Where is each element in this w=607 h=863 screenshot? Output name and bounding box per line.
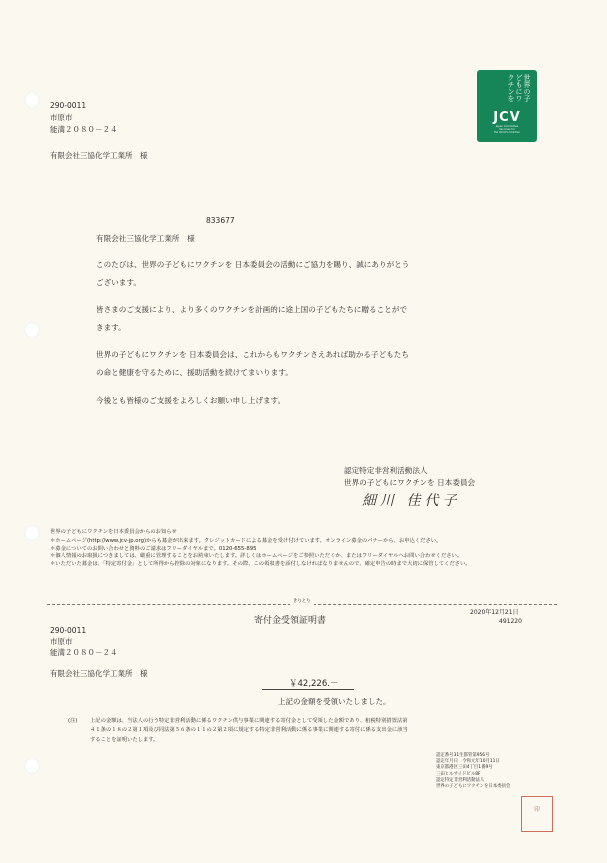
donation-amount: ￥42,226.－ xyxy=(289,679,339,689)
issuer-info: 認定番号31生都管第956号 認定年月日 令和元年10月11日 東京都港区三田4丁目1番9号 三田ヒルサイドビル8F 認定特定非営利活動法人 世界の子どもにワクチンを日本委員会 xyxy=(436,753,511,790)
punch-hole xyxy=(24,322,40,338)
received-text: 上記の金額を受領いたしました。 xyxy=(278,697,391,706)
logo-en-name: Japan Committee Vaccines for the World's Children xyxy=(493,125,521,135)
jcv-logo xyxy=(477,70,537,142)
address-street: 能満２０８０－２４ xyxy=(50,125,118,134)
note-label: (注) xyxy=(68,718,78,724)
certificate-number: 491220 xyxy=(499,618,522,625)
address-company: 有限会社三協化学工業所 様 xyxy=(50,151,148,160)
logo-abbrev: JCV xyxy=(493,110,521,125)
note-body: 上記の金額は、当法人の行う特定非営利活動に係るワクチン供与事業に関連する寄付金として受領した金額であり、租税特別措置法第 ４１条の１８の２第１項及び同法第５６条の１１の２第２項に規定する特定非営利活動に係る事業に関連する寄付に係る支出金に該当 することを証明いたします。 xyxy=(90,718,408,743)
letter-paragraph-2: 皆さまのご支援により、より多くのワクチンを計画的に途上国の子どもたちに贈ることがで きます。 xyxy=(96,305,407,332)
letter-paragraph-1: このたびは、世界の子どもにワクチンを 日本委員会の活動にご協力を賜り、誠にありがとう ございます。 xyxy=(96,260,410,287)
certificate-title: 寄付金受領証明書 xyxy=(254,616,327,626)
signature: 細川 佳代子 xyxy=(362,493,461,509)
org-name: 世界の子どもにワクチンを 日本委員会 xyxy=(344,478,476,487)
letter-code: 833677 xyxy=(206,216,235,225)
notice-title: 世界の子どもにワクチンを日本委員会からのお知らせ xyxy=(50,529,177,535)
punch-hole xyxy=(24,758,40,774)
letter-paragraph-4: 今後とも皆様のご支援をよろしくお願い申し上げます。 xyxy=(96,396,286,405)
cert-street: 能満２０８０－２４ xyxy=(50,648,118,657)
notice xyxy=(50,529,570,568)
cert-postal: 290-0011 xyxy=(50,626,87,635)
logo-jp-name: 世界の子どもにワクチンを xyxy=(507,74,531,102)
cut-label: きりとり xyxy=(290,599,314,605)
cert-city: 市原市 xyxy=(50,637,73,646)
official-seal: 印 xyxy=(521,796,553,832)
notice-item: ＊募金についてのお問い合わせと資料のご請求はフリーダイヤルまで。0120-655-895 xyxy=(50,545,257,552)
certificate-date: 2020年12月21日 xyxy=(470,609,519,616)
letter-paragraph-3: 世界の子どもにワクチンを 日本委員会は、これからもワクチンさえあれば助かる子どもたち の命と健康を守るために、援助活動を続けてまいります。 xyxy=(96,350,409,377)
org-type: 認定特定非営利活動法人 xyxy=(344,466,428,475)
address-city: 市原市 xyxy=(50,113,73,122)
address-postal: 290-0011 xyxy=(50,101,87,110)
punch-hole xyxy=(24,525,40,541)
notice-item: ＊ホームページ(http://www.jcv-jp.org)からも募金が出来ます。クレジットカードによる募金を受け付けています。オンライン募金のバナーから、お申込ください。 xyxy=(50,538,442,545)
notice-item: ＊個人情報のお取扱につきましては、厳重に管理することをお約束いたします。詳しくはホームページをご参照いただくか、またはフリーダイヤルへお問い合わせください。 xyxy=(50,553,463,560)
letter-addressee: 有限会社三協化学工業所 様 xyxy=(96,234,195,243)
punch-hole xyxy=(24,92,40,108)
cert-company: 有限会社三協化学工業所 様 xyxy=(50,669,148,678)
notice-item: ＊いただいた募金は、「特定寄付金」として所得から控除の対象になります。その際、この領収書を添付しなければなりませんので、確定申告の時まで大切に保管してください。 xyxy=(50,560,471,567)
